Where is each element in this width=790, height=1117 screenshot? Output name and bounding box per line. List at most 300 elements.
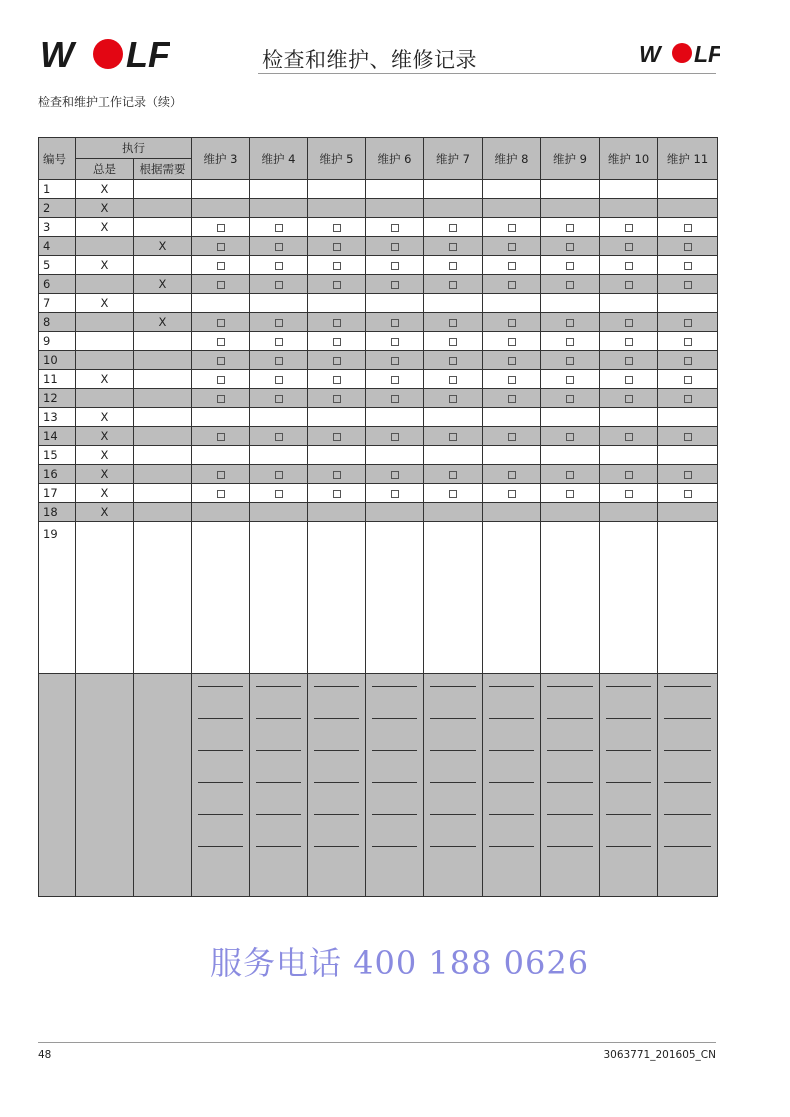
maint-cell[interactable] (192, 275, 250, 294)
maint-cell[interactable] (192, 313, 250, 332)
signature-line[interactable] (198, 750, 243, 751)
maint-cell[interactable] (250, 465, 308, 484)
maint-cell[interactable] (600, 275, 658, 294)
checkbox-icon[interactable] (508, 490, 516, 498)
signature-line[interactable] (489, 686, 534, 687)
checkbox-icon[interactable] (449, 357, 457, 365)
checkbox-icon[interactable] (566, 433, 574, 441)
notes-cell[interactable] (250, 522, 308, 674)
signature-line[interactable] (256, 718, 301, 719)
checkbox-icon[interactable] (275, 376, 283, 384)
signature-line[interactable] (256, 686, 301, 687)
checkbox-icon[interactable] (217, 376, 225, 384)
checkbox-icon[interactable] (333, 376, 341, 384)
checkbox-icon[interactable] (625, 433, 633, 441)
maint-cell[interactable] (424, 313, 483, 332)
maint-cell[interactable] (658, 332, 718, 351)
maint-cell[interactable] (483, 389, 541, 408)
maint-cell[interactable] (250, 218, 308, 237)
maint-cell[interactable] (424, 484, 483, 503)
signature-line[interactable] (664, 814, 711, 815)
signature-line[interactable] (372, 718, 417, 719)
checkbox-icon[interactable] (391, 357, 399, 365)
maint-cell[interactable] (600, 427, 658, 446)
signature-line[interactable] (547, 686, 593, 687)
checkbox-icon[interactable] (508, 433, 516, 441)
maint-cell[interactable] (658, 484, 718, 503)
signature-line[interactable] (372, 750, 417, 751)
checkbox-icon[interactable] (275, 281, 283, 289)
checkbox-icon[interactable] (508, 376, 516, 384)
signature-line[interactable] (256, 750, 301, 751)
checkbox-icon[interactable] (391, 338, 399, 346)
signature-line[interactable] (314, 846, 359, 847)
signature-line[interactable] (489, 846, 534, 847)
signature-line[interactable] (198, 782, 243, 783)
checkbox-icon[interactable] (217, 262, 225, 270)
maint-cell[interactable] (366, 465, 424, 484)
maint-cell[interactable] (192, 332, 250, 351)
checkbox-icon[interactable] (625, 376, 633, 384)
maint-cell[interactable] (483, 370, 541, 389)
signature-cell[interactable] (250, 674, 308, 897)
notes-cell[interactable] (424, 522, 483, 674)
signature-line[interactable] (606, 846, 651, 847)
checkbox-icon[interactable] (275, 262, 283, 270)
signature-line[interactable] (314, 718, 359, 719)
signature-line[interactable] (372, 782, 417, 783)
signature-line[interactable] (664, 782, 711, 783)
signature-line[interactable] (547, 814, 593, 815)
checkbox-icon[interactable] (566, 395, 574, 403)
checkbox-icon[interactable] (217, 224, 225, 232)
checkbox-icon[interactable] (275, 490, 283, 498)
maint-cell[interactable] (658, 465, 718, 484)
checkbox-icon[interactable] (275, 395, 283, 403)
maint-cell[interactable] (541, 332, 600, 351)
signature-line[interactable] (547, 718, 593, 719)
table-row (39, 351, 718, 370)
checkbox-icon[interactable] (217, 490, 225, 498)
signature-line[interactable] (489, 718, 534, 719)
checkbox-icon[interactable] (508, 338, 516, 346)
maint-cell[interactable] (424, 256, 483, 275)
maint-cell[interactable] (192, 389, 250, 408)
checkbox-icon[interactable] (217, 281, 225, 289)
checkbox-icon[interactable] (625, 490, 633, 498)
notes-cell[interactable] (76, 522, 134, 674)
always-mark: X (76, 370, 134, 389)
maint-cell[interactable] (424, 370, 483, 389)
checkbox-icon[interactable] (566, 490, 574, 498)
checkbox-icon[interactable] (625, 338, 633, 346)
signature-line[interactable] (314, 686, 359, 687)
signature-cell[interactable] (541, 674, 600, 897)
checkbox-icon[interactable] (625, 243, 633, 251)
row-number: 16 (39, 465, 76, 484)
maint-cell[interactable] (192, 351, 250, 370)
checkbox-icon[interactable] (391, 376, 399, 384)
maint-cell[interactable] (250, 332, 308, 351)
checkbox-icon[interactable] (508, 471, 516, 479)
checkbox-icon[interactable] (684, 433, 692, 441)
checkbox-icon[interactable] (684, 395, 692, 403)
maint-cell[interactable] (600, 465, 658, 484)
maint-cell[interactable] (424, 237, 483, 256)
checkbox-icon[interactable] (275, 224, 283, 232)
maint-cell[interactable] (541, 351, 600, 370)
maint-cell[interactable] (366, 275, 424, 294)
signature-line[interactable] (547, 750, 593, 751)
checkbox-icon[interactable] (449, 490, 457, 498)
checkbox-icon[interactable] (684, 281, 692, 289)
checkbox-icon[interactable] (625, 319, 633, 327)
notes-cell[interactable] (192, 522, 250, 674)
checkbox-icon[interactable] (449, 262, 457, 270)
maint-cell[interactable] (308, 313, 366, 332)
maint-cell[interactable] (192, 237, 250, 256)
signature-line[interactable] (198, 846, 243, 847)
checkbox-icon[interactable] (566, 357, 574, 365)
signature-line[interactable] (430, 750, 476, 751)
signature-line[interactable] (547, 846, 593, 847)
checkbox-icon[interactable] (333, 262, 341, 270)
checkbox-icon[interactable] (333, 471, 341, 479)
maint-cell[interactable] (424, 427, 483, 446)
maint-cell[interactable] (192, 218, 250, 237)
maint-cell[interactable] (424, 465, 483, 484)
maint-cell[interactable] (366, 332, 424, 351)
notes-cell[interactable] (541, 522, 600, 674)
checkbox-icon[interactable] (275, 433, 283, 441)
signature-line[interactable] (489, 750, 534, 751)
checkbox-icon[interactable] (217, 395, 225, 403)
checkbox-icon[interactable] (333, 319, 341, 327)
maint-cell[interactable] (541, 389, 600, 408)
maint-cell[interactable] (541, 256, 600, 275)
signature-line[interactable] (664, 718, 711, 719)
checkbox-icon[interactable] (684, 224, 692, 232)
notes-cell[interactable] (658, 522, 718, 674)
checkbox-icon[interactable] (566, 376, 574, 384)
maint-cell[interactable] (541, 313, 600, 332)
maint-cell[interactable] (658, 370, 718, 389)
notes-cell[interactable] (308, 522, 366, 674)
checkbox-icon[interactable] (684, 319, 692, 327)
checkbox-icon[interactable] (684, 490, 692, 498)
signature-line[interactable] (372, 686, 417, 687)
maint-cell[interactable] (424, 389, 483, 408)
maint-cell[interactable] (192, 256, 250, 275)
signature-cell[interactable] (600, 674, 658, 897)
maint-cell[interactable] (250, 237, 308, 256)
checkbox-icon[interactable] (566, 319, 574, 327)
checkbox-icon[interactable] (566, 471, 574, 479)
checkbox-icon[interactable] (508, 224, 516, 232)
maint-cell[interactable] (600, 370, 658, 389)
maint-cell[interactable] (658, 275, 718, 294)
maint-cell[interactable] (483, 237, 541, 256)
checkbox-icon[interactable] (391, 433, 399, 441)
checkbox-icon[interactable] (566, 243, 574, 251)
maint-cell[interactable] (483, 484, 541, 503)
checkbox-icon[interactable] (449, 376, 457, 384)
maint-cell[interactable] (600, 256, 658, 275)
signature-line[interactable] (198, 814, 243, 815)
notes-cell[interactable] (366, 522, 424, 674)
maint-cell[interactable] (308, 427, 366, 446)
checkbox-icon[interactable] (684, 357, 692, 365)
checkbox-icon[interactable] (217, 471, 225, 479)
maint-cell[interactable] (308, 237, 366, 256)
maint-cell[interactable] (541, 237, 600, 256)
maint-cell[interactable] (600, 351, 658, 370)
checkbox-icon[interactable] (275, 471, 283, 479)
signature-line[interactable] (664, 846, 711, 847)
signature-cell[interactable] (192, 674, 250, 897)
checkbox-icon[interactable] (508, 357, 516, 365)
checkbox-icon[interactable] (449, 243, 457, 251)
maint-cell[interactable] (600, 332, 658, 351)
notes-cell[interactable] (600, 522, 658, 674)
maint-cell[interactable] (483, 351, 541, 370)
checkbox-icon[interactable] (333, 395, 341, 403)
maint-cell[interactable] (483, 332, 541, 351)
maint-cell[interactable] (658, 389, 718, 408)
maint-cell (600, 503, 658, 522)
signature-cell[interactable] (658, 674, 718, 897)
maint-cell[interactable] (250, 370, 308, 389)
signature-line[interactable] (489, 782, 534, 783)
checkbox-icon[interactable] (508, 262, 516, 270)
checkbox-icon[interactable] (217, 357, 225, 365)
maint-cell[interactable] (250, 427, 308, 446)
maint-cell[interactable] (658, 427, 718, 446)
maint-cell[interactable] (366, 256, 424, 275)
checkbox-icon[interactable] (449, 395, 457, 403)
checkbox-icon[interactable] (508, 281, 516, 289)
checkbox-icon[interactable] (508, 319, 516, 327)
checkbox-icon[interactable] (275, 338, 283, 346)
signature-line[interactable] (430, 814, 476, 815)
signature-line[interactable] (198, 686, 243, 687)
checkbox-icon[interactable] (333, 224, 341, 232)
checkbox-icon[interactable] (508, 243, 516, 251)
checkbox-icon[interactable] (333, 357, 341, 365)
checkbox-icon[interactable] (275, 243, 283, 251)
maint-cell[interactable] (483, 313, 541, 332)
notes-cell[interactable] (134, 522, 192, 674)
maint-cell[interactable] (600, 237, 658, 256)
maint-cell[interactable] (541, 218, 600, 237)
checkbox-icon[interactable] (275, 357, 283, 365)
maint-cell[interactable] (308, 370, 366, 389)
maint-cell[interactable] (250, 256, 308, 275)
maint-cell[interactable] (658, 237, 718, 256)
signature-line[interactable] (664, 750, 711, 751)
signature-cell[interactable] (483, 674, 541, 897)
checkbox-icon[interactable] (391, 319, 399, 327)
maint-cell[interactable] (192, 484, 250, 503)
signature-line[interactable] (489, 814, 534, 815)
maint-cell[interactable] (192, 370, 250, 389)
signature-line[interactable] (430, 782, 476, 783)
maint-cell[interactable] (600, 389, 658, 408)
maint-cell[interactable] (250, 313, 308, 332)
maint-cell[interactable] (541, 484, 600, 503)
checkbox-icon[interactable] (566, 338, 574, 346)
maint-cell[interactable] (424, 351, 483, 370)
maint-cell[interactable] (483, 256, 541, 275)
maint-cell[interactable] (366, 237, 424, 256)
signature-line[interactable] (372, 846, 417, 847)
maint-cell[interactable] (308, 332, 366, 351)
maint-cell[interactable] (366, 313, 424, 332)
signature-line[interactable] (547, 782, 593, 783)
checkbox-icon[interactable] (625, 395, 633, 403)
checkbox-icon[interactable] (391, 224, 399, 232)
maint-cell[interactable] (541, 427, 600, 446)
checkbox-icon[interactable] (684, 376, 692, 384)
checkbox-icon[interactable] (625, 471, 633, 479)
maint-cell[interactable] (366, 370, 424, 389)
signature-line[interactable] (256, 814, 301, 815)
maint-cell (600, 408, 658, 427)
col-header-maint-0: 维护 3 (192, 138, 250, 180)
maint-cell[interactable] (308, 218, 366, 237)
signature-line[interactable] (606, 750, 651, 751)
checkbox-icon[interactable] (508, 395, 516, 403)
maint-cell[interactable] (250, 389, 308, 408)
signature-line[interactable] (606, 782, 651, 783)
checkbox-icon[interactable] (391, 281, 399, 289)
maint-cell[interactable] (424, 218, 483, 237)
signature-line[interactable] (606, 718, 651, 719)
checkbox-icon[interactable] (449, 224, 457, 232)
maint-cell[interactable] (250, 275, 308, 294)
maint-cell[interactable] (658, 313, 718, 332)
maint-cell[interactable] (366, 427, 424, 446)
signature-line[interactable] (256, 782, 301, 783)
maint-cell[interactable] (658, 218, 718, 237)
maint-cell[interactable] (483, 218, 541, 237)
checkbox-icon[interactable] (684, 471, 692, 479)
maint-cell[interactable] (541, 465, 600, 484)
signature-cell[interactable] (308, 674, 366, 897)
checkbox-icon[interactable] (449, 319, 457, 327)
checkbox-icon[interactable] (566, 262, 574, 270)
signature-line[interactable] (606, 814, 651, 815)
maint-cell[interactable] (424, 275, 483, 294)
maint-cell[interactable] (250, 351, 308, 370)
checkbox-icon[interactable] (566, 224, 574, 232)
maint-cell[interactable] (483, 465, 541, 484)
checkbox-icon[interactable] (391, 395, 399, 403)
checkbox-icon[interactable] (449, 281, 457, 289)
checkbox-icon[interactable] (566, 281, 574, 289)
checkbox-icon[interactable] (333, 338, 341, 346)
checkbox-icon[interactable] (391, 471, 399, 479)
checkbox-icon[interactable] (217, 319, 225, 327)
signature-line[interactable] (430, 686, 476, 687)
maint-cell[interactable] (541, 275, 600, 294)
checkbox-icon[interactable] (217, 433, 225, 441)
signature-line[interactable] (606, 686, 651, 687)
checkbox-icon[interactable] (217, 243, 225, 251)
maint-cell[interactable] (308, 256, 366, 275)
checkbox-icon[interactable] (391, 243, 399, 251)
maint-cell[interactable] (483, 427, 541, 446)
always-mark (76, 389, 134, 408)
signature-cell[interactable] (366, 674, 424, 897)
maint-cell[interactable] (308, 465, 366, 484)
checkbox-icon[interactable] (625, 281, 633, 289)
maint-cell[interactable] (366, 218, 424, 237)
checkbox-icon[interactable] (333, 433, 341, 441)
maint-cell[interactable] (308, 275, 366, 294)
checkbox-icon[interactable] (625, 262, 633, 270)
checkbox-icon[interactable] (684, 243, 692, 251)
maint-cell[interactable] (600, 484, 658, 503)
maint-cell[interactable] (658, 351, 718, 370)
checkbox-icon[interactable] (625, 357, 633, 365)
maint-cell[interactable] (308, 389, 366, 408)
signature-line[interactable] (256, 846, 301, 847)
checkbox-icon[interactable] (391, 262, 399, 270)
notes-cell[interactable] (483, 522, 541, 674)
maint-cell[interactable] (600, 313, 658, 332)
maint-cell (192, 294, 250, 313)
maint-cell[interactable] (600, 218, 658, 237)
signature-line[interactable] (198, 718, 243, 719)
maint-cell[interactable] (366, 484, 424, 503)
maint-cell[interactable] (250, 484, 308, 503)
maint-cell[interactable] (483, 275, 541, 294)
logo-lf-glyph: LF (126, 34, 170, 72)
signature-cell[interactable] (424, 674, 483, 897)
maint-cell[interactable] (308, 484, 366, 503)
maint-cell[interactable] (192, 465, 250, 484)
signature-line[interactable] (314, 782, 359, 783)
maint-cell[interactable] (192, 427, 250, 446)
maint-cell[interactable] (541, 370, 600, 389)
signature-line[interactable] (664, 686, 711, 687)
checkbox-icon[interactable] (449, 338, 457, 346)
signature-line[interactable] (314, 814, 359, 815)
signature-line[interactable] (430, 718, 476, 719)
maint-cell[interactable] (658, 256, 718, 275)
signature-line[interactable] (314, 750, 359, 751)
checkbox-icon[interactable] (333, 281, 341, 289)
checkbox-icon[interactable] (684, 262, 692, 270)
signature-line[interactable] (430, 846, 476, 847)
checkbox-icon[interactable] (217, 338, 225, 346)
checkbox-icon[interactable] (391, 490, 399, 498)
checkbox-icon[interactable] (275, 319, 283, 327)
maint-cell[interactable] (366, 351, 424, 370)
maint-cell[interactable] (308, 351, 366, 370)
checkbox-icon[interactable] (625, 224, 633, 232)
section-subtitle: 检查和维护工作记录（续） (38, 95, 183, 109)
maint-cell[interactable] (366, 389, 424, 408)
checkbox-icon[interactable] (333, 243, 341, 251)
checkbox-icon[interactable] (333, 490, 341, 498)
maint-cell[interactable] (424, 332, 483, 351)
signature-line[interactable] (372, 814, 417, 815)
checkbox-icon[interactable] (449, 433, 457, 441)
checkbox-icon[interactable] (449, 471, 457, 479)
checkbox-icon[interactable] (684, 338, 692, 346)
